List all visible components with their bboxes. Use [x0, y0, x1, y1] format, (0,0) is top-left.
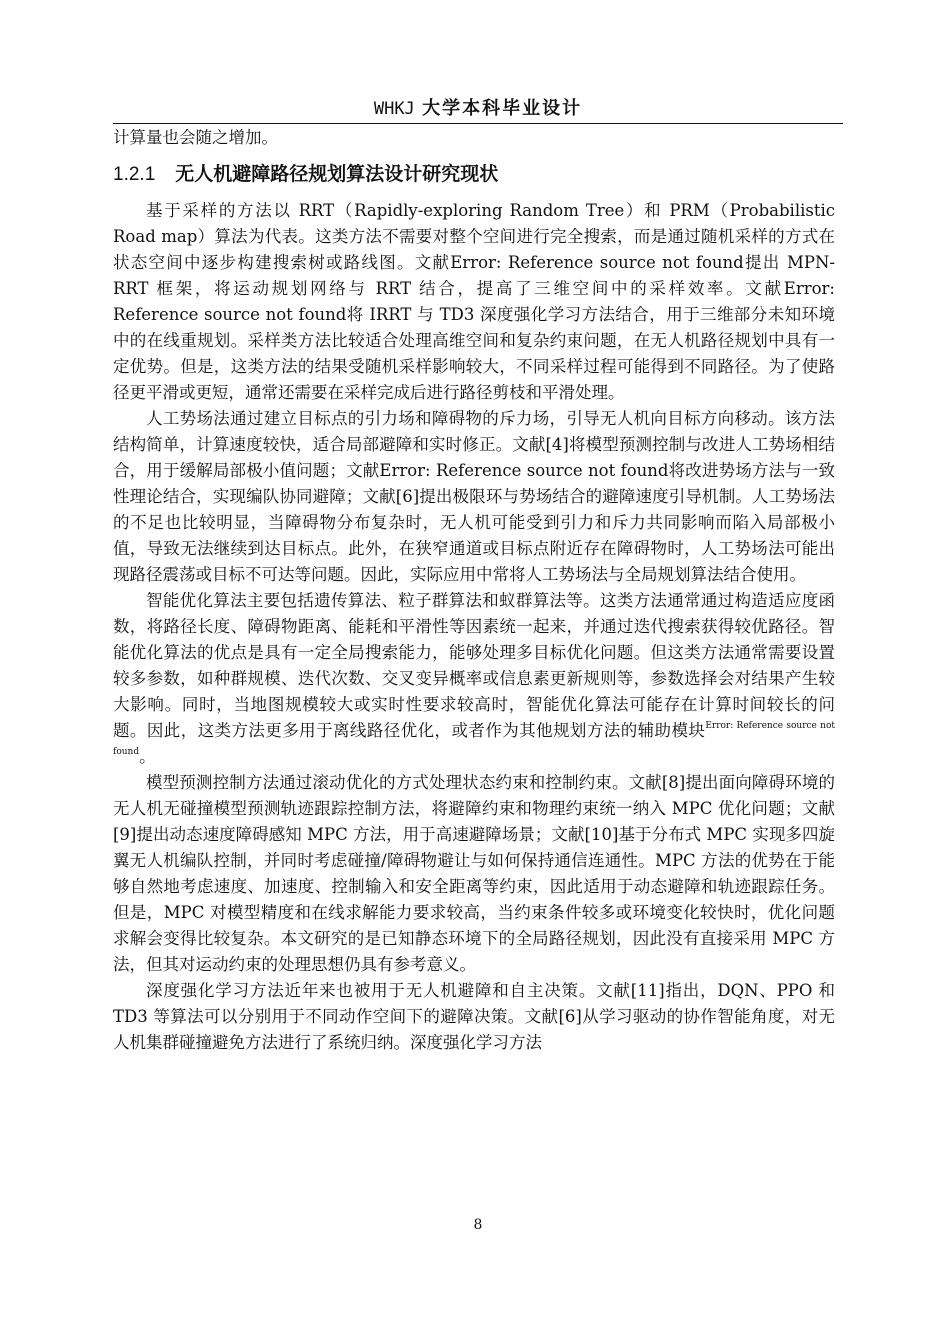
- header-rule: [113, 123, 843, 124]
- page-number: 8: [473, 1217, 483, 1233]
- page-header: [113, 92, 843, 122]
- reference-error-superscript: Error: Reference source not found: [113, 721, 835, 757]
- section-heading: [113, 159, 835, 190]
- paragraph-potential-field: 人工势场法通过建立目标点的引力场和障碍物的斥力场，引导无人机向目标方向移动。该方法结构简单，计算速度较快，适合局部避障和实时修正。文献[4]将模型预测控制与改进人工势场相结合，用于缓解局部极小值问题；文献Error: Reference source not found将改进势场方法与一致性理论结合，实现编队协同避障；文献[6]提出极限环与势场结合的避障速度引导机制。人工势场法的不足也比较明显，当障碍物分布复杂时，无人机可能受到引力和斥力共同影响而陷入局部极小值，导致无法继续到达目标点。此外，在狭窄通道或目标点附近存在障碍物时，人工势场法可能出现路径震荡或目标不可达等问题。因此，实际应用中常将人工势场法与全局规划算法结合使用。: [113, 409, 835, 584]
- section-number: 1.2.1: [113, 164, 156, 185]
- section-title: 无人机避障路径规划算法设计研究现状: [175, 163, 499, 185]
- paragraph-mpc: 模型预测控制方法通过滚动优化的方式处理状态约束和控制约束。文献[8]提出面向障碍环境的无人机无碰撞模型预测轨迹跟踪控制方法，将避障约束和物理约束统一纳入 MPC 优化问题；文献[9]提出动态速度障碍感知 MPC 方法，用于高速避障场景；文献[10]基于分布式 MPC 实现多四旋翼无人机编队控制，并同时考虑碰撞/障碍物避让与如何保持通信连通性。MPC 方法的优势在于能够自然地考虑速度、加速度、控制输入和安全距离等约束，因此适用于动态避障和轨迹跟踪任务。但是，MPC 对模型精度和在线求解能力要求较高，当约束条件较多或环境变化较快时，优化问题求解会变得比较复杂。本文研究的是已知静态环境下的全局路径规划，因此没有直接采用 MPC 方法，但其对运动约束的处理思想仍具有参考意义。: [113, 773, 835, 974]
- continuation-text: 计算量也会随之增加。: [113, 128, 278, 147]
- paragraph-end-punct: 。: [139, 747, 156, 766]
- header-org: WHKJ: [373, 99, 415, 119]
- paragraph-intelligent-optimization: [113, 588, 835, 770]
- header-title: 大学本科毕业设计: [422, 98, 583, 119]
- page-body: [113, 125, 835, 1056]
- paragraph-drl: 深度强化学习方法近年来也被用于无人机避障和自主决策。文献[11]指出，DQN、PPO 和 TD3 等算法可以分别用于不同动作空间下的避障决策。文献[6]从学习驱动的协作智能角度，对无人机集群碰撞避免方法进行了系统归纳。深度强化学习方法: [113, 981, 835, 1052]
- paragraph-text: 智能优化算法主要包括遗传算法、粒子群算法和蚁群算法等。这类方法通常通过构造适应度函数，将路径长度、障碍物距离、能耗和平滑性等因素统一起来，并通过迭代搜索获得较优路径。智能优化算法的优点是具有一定全局搜索能力，能够处理多目标优化问题。但这类方法通常需要设置较多参数，如种群规模、迭代次数、交叉变异概率或信息素更新规则等，参数选择会对结果产生较大影响。同时，当地图规模较大或实时性要求较高时，智能优化算法可能存在计算时间较长的问题。因此，这类方法更多用于离线路径优化，或者作为其他规划方法的辅助模块: [113, 591, 835, 740]
- paragraph-sampling: 基于采样的方法以 RRT（Rapidly-exploring Random Tree）和 PRM（Probabilistic Road map）算法为代表。这类方法不需要对整个空间进行完全搜索，而是通过随机采样的方式在状态空间中逐步构建搜索树或路线图。文献Error: Reference source not found提出 MPN-RRT 框架，将运动规划网络与 RRT 结合，提高了三维空间中的采样效率。文献Error: Reference source not found将 IRRT 与 TD3 深度强化学习方法结合，用于三维部分未知环境中的在线重规划。采样类方法比较适合处理高维空间和复杂约束问题，在无人机路径规划中具有一定优势。但是，这类方法的结果受随机采样影响较大，不同采样过程可能得到不同路径。为了使路径更平滑或更短，通常还需要在采样完成后进行路径剪枝和平滑处理。: [113, 201, 835, 402]
